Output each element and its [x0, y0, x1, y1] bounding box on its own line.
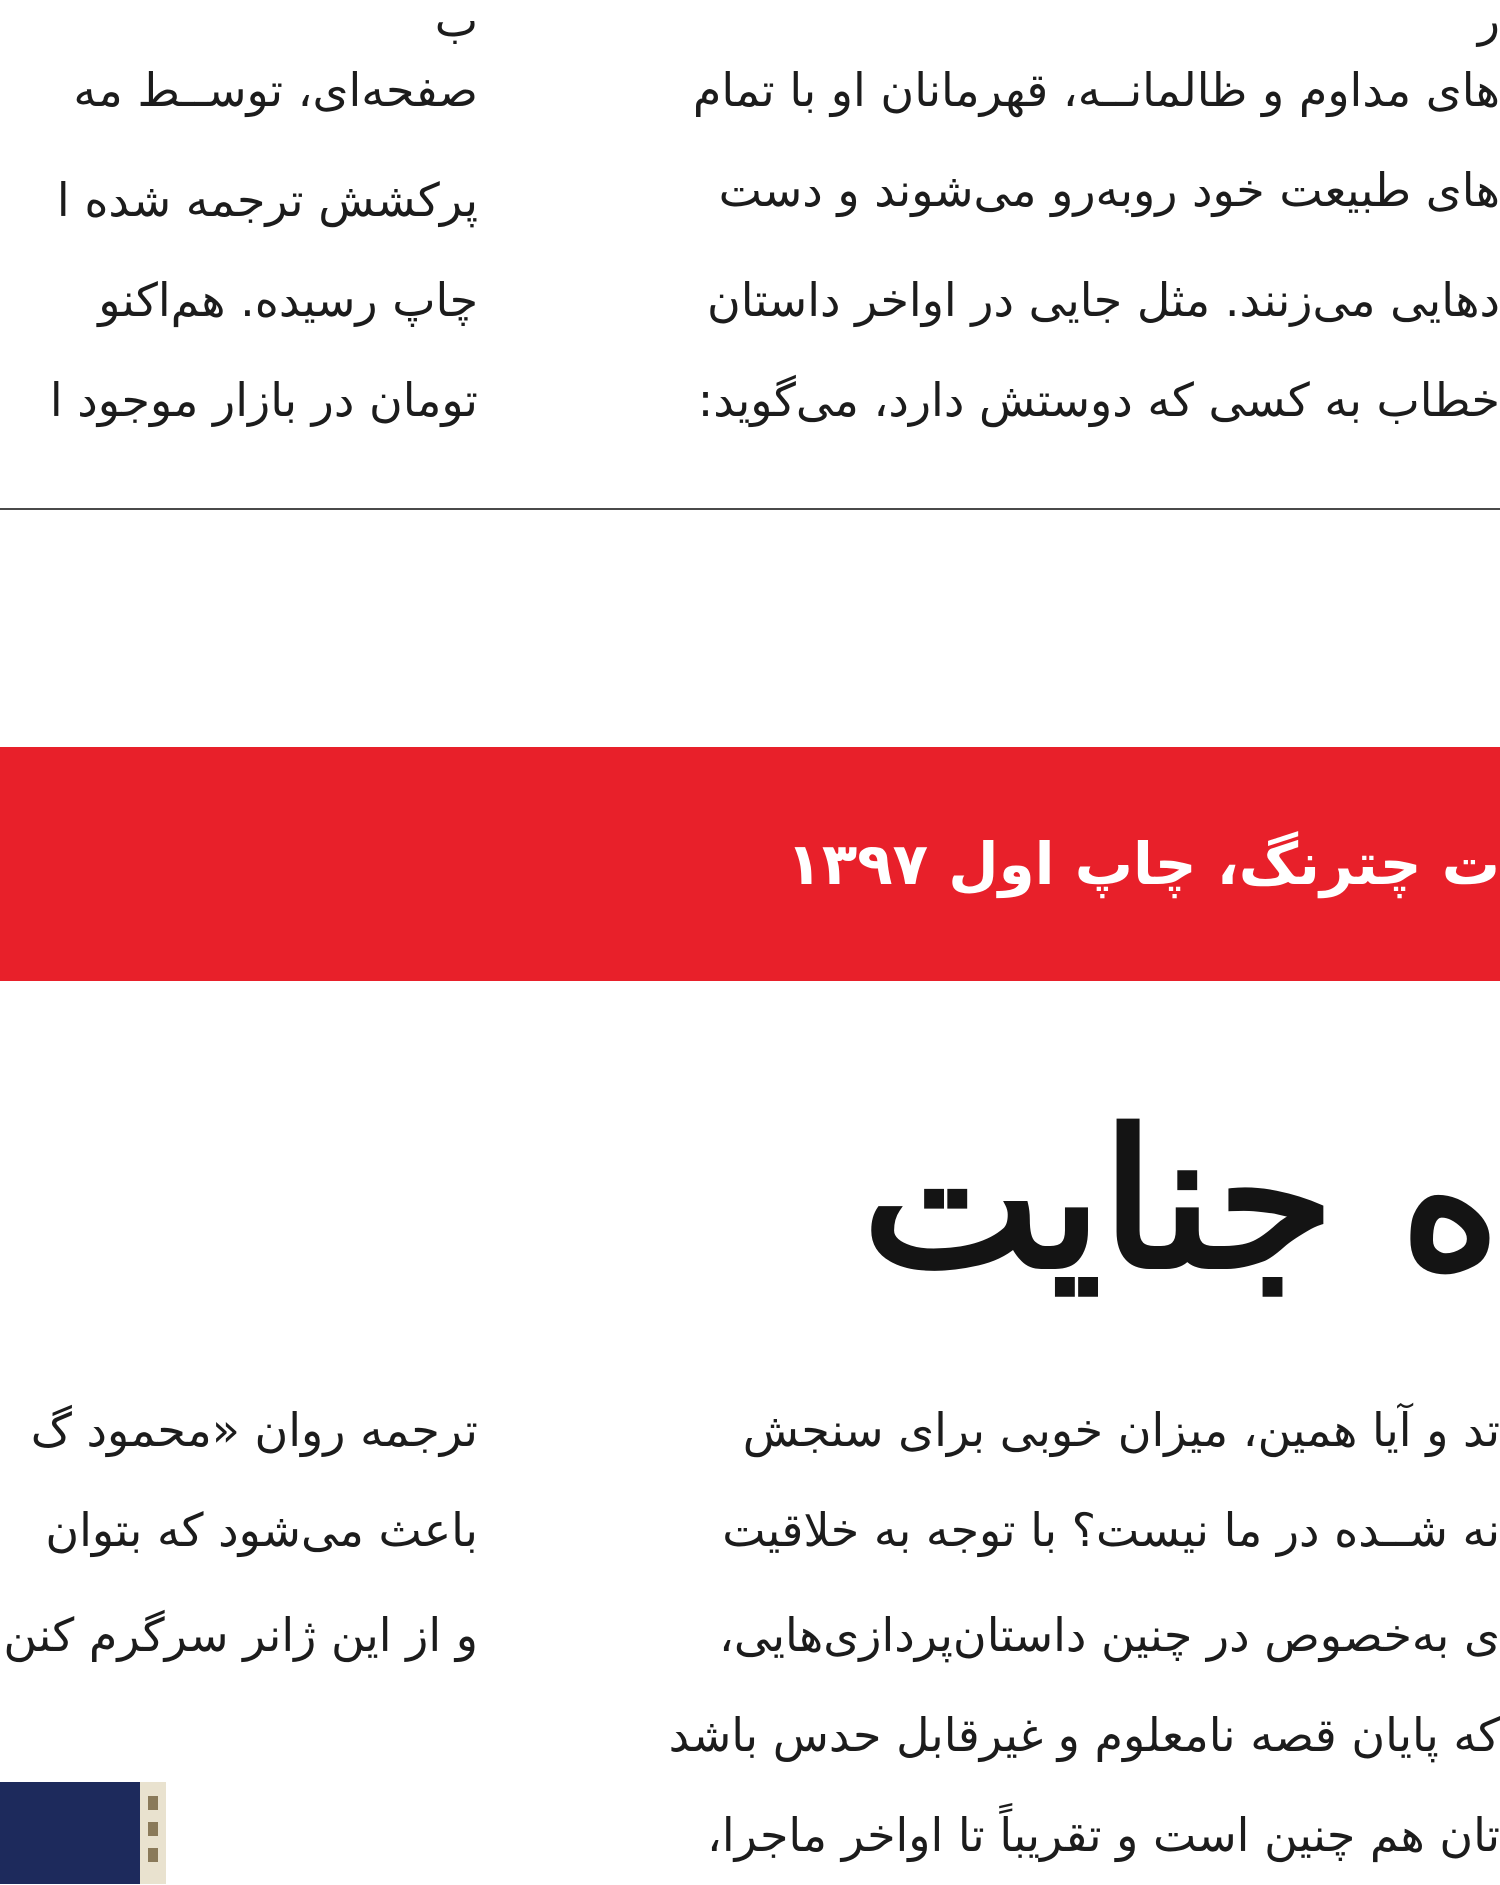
- book-cover-photo: [0, 1782, 166, 1884]
- text-line: های طبیعت خود روبه‌رو می‌شوند و دست: [718, 163, 1500, 217]
- text-line: پرکشش ترجمه شده ا: [56, 173, 478, 227]
- spine-mark: [148, 1822, 158, 1836]
- text-line: ب: [434, 0, 478, 47]
- text-line: ترجمه روان «محمود گ: [30, 1403, 478, 1457]
- spine-mark: [148, 1796, 158, 1810]
- text-line: تد و آیا همین، میزان خوبی برای سنجش: [742, 1403, 1500, 1457]
- text-line: خطاب به کسی که دوستش دارد، می‌گوید:: [697, 373, 1500, 427]
- text-line: باعث می‌شود که بتوان: [45, 1503, 478, 1557]
- text-line: ی به‌خصوص در چنین داستان‌پردازی‌هایی،: [719, 1608, 1500, 1662]
- bottom-left-text-column: [0, 1380, 478, 1700]
- spine-mark: [148, 1848, 158, 1862]
- bottom-right-text-column: [598, 1380, 1500, 1884]
- book-spine-strip: [140, 1782, 166, 1884]
- article-headline: ه جنایت: [862, 1088, 1500, 1311]
- top-right-text-column: [598, 0, 1500, 500]
- text-line: های مداوم و ظالمانــه، قهرمانان او با تمام: [692, 63, 1500, 117]
- red-banner: [0, 747, 1500, 981]
- top-left-text-column: [0, 0, 478, 500]
- text-line: نه شــده در ما نیست؟ با توجه به خلاقیت: [722, 1503, 1500, 1557]
- text-line: تومان در بازار موجود ا: [49, 373, 478, 427]
- text-line: و از این ژانر سرگرم کنن: [3, 1608, 478, 1662]
- section-divider: [0, 508, 1500, 510]
- text-line: صفحه‌ای، توســط مه: [73, 63, 478, 117]
- text-line: ر: [1477, 0, 1500, 47]
- banner-caption: ت چترنگ، چاپ اول ۱۳۹۷: [786, 830, 1500, 898]
- text-line: چاپ رسیده. هم‌اکنو: [98, 273, 478, 327]
- text-line: دهایی می‌زنند. مثل جایی در اواخر داستان: [706, 273, 1500, 327]
- text-line: تان هم چنین است و تقریباً تا اواخر ماجرا،: [706, 1808, 1500, 1862]
- text-line: که پایان قصه نامعلوم و غیرقابل حدس باشد: [668, 1708, 1500, 1762]
